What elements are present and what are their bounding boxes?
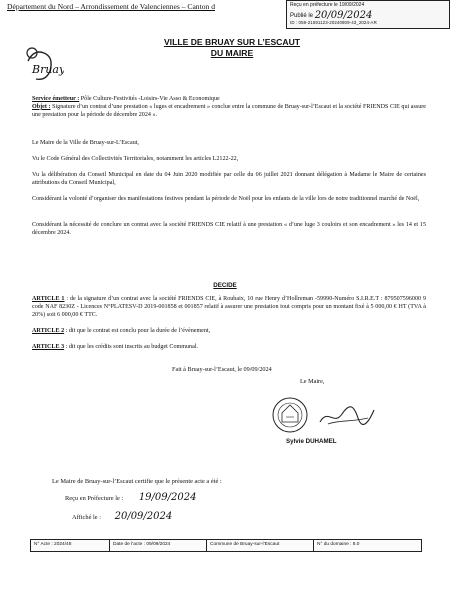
objet-label: Objet : [32, 103, 51, 110]
body-paragraph-5: Considérant la nécessité de conclure un contrat avec la société FRIENDS CIE relatif à une prestation « d’une luge 3 couloirs et son encadrement » les 14 et 15 décembre 2024. [32, 222, 426, 236]
article-3-label: ARTICLE 3 [32, 344, 65, 350]
stamp-published [290, 9, 372, 20]
service-label: Service émetteur : [32, 96, 80, 102]
article-1-label: ARTICLE 1 [32, 296, 65, 302]
decide-heading: DECIDE [213, 282, 237, 289]
title-line-2: DU MAIRE [210, 47, 254, 58]
objet-line [32, 104, 426, 120]
posted-label: Affiché le : [72, 514, 101, 521]
received-prefecture-row [65, 492, 196, 503]
body-paragraph-3: Vu la délibération du Conseil Municipal en date du 04 Juin 2020 modifiée par celle du 06 juillet 2021 donnant délégation à Madame le Maire de certaines attributions du Conseil Municipal, [32, 172, 426, 186]
article-2-text: : dit que le contrat est conclu pour la durée de l’évènement, [64, 328, 211, 334]
document-title [104, 37, 360, 58]
received-label: Reçu en Préfecture le : [65, 495, 124, 502]
article-2 [32, 328, 426, 336]
official-seal-stamp [268, 395, 320, 435]
posted-row [72, 511, 172, 522]
stamp-published-handwritten-date: 20/09/2024 [314, 10, 373, 21]
service-line [32, 96, 426, 104]
stamp-published-label: Publié le [290, 13, 314, 19]
stamp-id: ID : 059-21591123-20240909-43_2024-AR [290, 20, 377, 25]
title-line-1: VILLE DE BRUAY SUR L’ESCAUT [163, 37, 301, 47]
objet-value: Signature d’un contrat d’une prestation « luges et encadrement » conclue entre la commune de Bruay-sur-l’Escaut et la société FRIENDS CIE qui assure une prestation pour la période de décembre 2024 ». [32, 103, 426, 118]
posted-handwritten-date: 20/09/2024 [114, 511, 173, 522]
article-2-label: ARTICLE 2 [32, 328, 65, 334]
article-3-text: : dit que les crédits sont inscrits au budget Communal. [64, 344, 199, 350]
body-paragraph-1: Le Maire de la Ville de Bruay-sur-L’Escaut, [32, 140, 139, 146]
stamp-received: Reçu en préfecture le 19/09/2024 [290, 2, 365, 8]
received-handwritten-date: 19/09/2024 [138, 492, 197, 503]
body-paragraph-2: Vu le Code Général des Collectivités Territoriales, notamment les articles L2122-22, [32, 156, 239, 162]
signatory-name: Sylvie DUHAMEL [286, 438, 337, 445]
article-3 [32, 344, 426, 352]
department-header: Département du Nord – Arrondissement de Valenciennes – Canton d [7, 2, 216, 11]
footer-domain: N° du domaine : 8.0 [317, 542, 360, 547]
body-paragraph-4: Considérant la volonté d’organiser des manifestations festives pendant la période de Noël pour les enfants de la ville lors de notre traditionnel marché de Noël, [32, 196, 420, 202]
footer-info-table [30, 539, 422, 552]
bruay-logo [24, 43, 64, 85]
svg-text:Bruay: Bruay [32, 63, 64, 76]
service-block [32, 96, 426, 119]
article-1-text: : de la signature d’un contrat avec la société FRIENDS CIE, à Roubaix, 10 rue Henry d’Hollreman -59990-Numéro S.I.R.E.T : 879507596000 9 code NAF 8230Z - Licences N°PLATESV-D 2019-001858 et 001857 relatif à assurer une prestation tout compris pour un montant fixé à 5 000,00 € HT (TVA à 20%) soit 6 000,00 € TTC. [32, 296, 426, 318]
footer-act-number: N° Acte : 2024/48 [31, 540, 110, 551]
certification-intro: Le Maire de Bruay-sur-l’Escaut certifie que le présente acte a été : [52, 478, 222, 485]
signature-role: Le Maire, [300, 378, 325, 385]
footer-act-date: Date de l’acte : 09/09/2024 [110, 540, 207, 551]
prefecture-stamp [286, 0, 450, 29]
footer-commune: Commune de Bruay-sur-l’Escaut [207, 540, 314, 551]
article-1 [32, 296, 426, 319]
service-value: Pôle Culture-Festivités -Loisirs-Vie Asso & Economique [79, 96, 220, 102]
place-date: Fait à Bruay-sur-l’Escaut, le 09/09/2024 [172, 366, 272, 373]
handwritten-signature [318, 404, 376, 428]
